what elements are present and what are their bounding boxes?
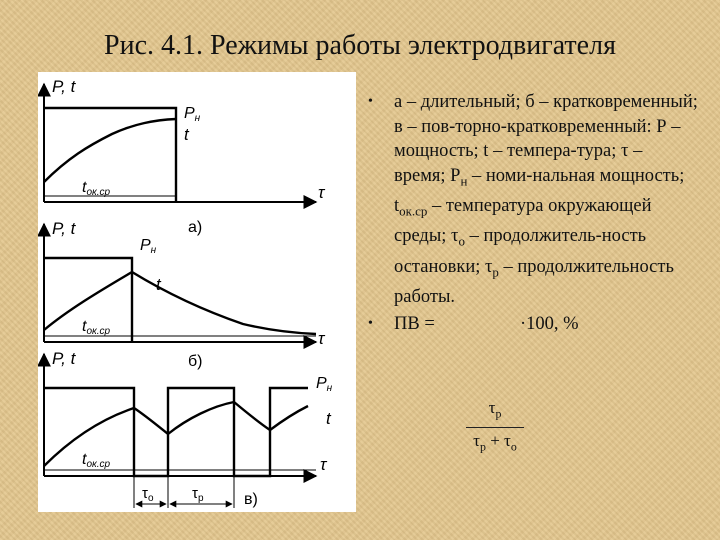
panel-b-label: б): [188, 353, 203, 370]
panel-b-y-axis-label: P, t: [52, 219, 76, 238]
fraction-denominator: $\tau_р + \tau_о$: [473, 431, 517, 454]
pv-suffix: ·100, %: [520, 313, 579, 334]
fraction-bar: [466, 427, 524, 428]
panel-c-x-axis-label: τ: [320, 455, 327, 474]
panel-b-temp-label: t: [156, 275, 161, 294]
description-bullet: [368, 90, 698, 310]
panel-a-ambient-label: tок.ср: [82, 179, 111, 198]
operating-modes-figure: [38, 72, 356, 512]
tau-o-label: $\tau_о$: [142, 485, 154, 504]
panel-c-power-label: Pн: [316, 375, 333, 394]
bullet-dot: •: [368, 94, 373, 109]
pv-bullet: [368, 312, 698, 337]
panel-a-label: а): [188, 219, 203, 236]
panel-a-y-axis-label: P, t: [52, 77, 76, 96]
tau-p-label: $\tau_р$: [192, 485, 204, 504]
panel-a-power-label: Pн: [184, 105, 201, 124]
panel-a-temp-label: t: [184, 125, 189, 144]
bullet-dot: •: [368, 315, 373, 331]
panel-c-ambient-label: tок.ср: [82, 451, 111, 470]
operating-modes-diagram: [38, 72, 356, 512]
panel-b-power-label: Pн: [140, 237, 157, 256]
panel-c: [44, 349, 333, 508]
panel-a-temperature-curve: [44, 119, 176, 182]
panel-a: [44, 77, 326, 236]
slide-title: Рис. 4.1. Режимы работы электродвигателя: [104, 30, 616, 61]
panel-c-temp-label: t: [326, 409, 331, 428]
panel-b-x-axis-label: τ: [318, 329, 325, 348]
pv-prefix: ПВ =: [394, 313, 435, 334]
panel-b: [44, 219, 326, 370]
panel-c-label: в): [244, 491, 258, 508]
legend-text: [368, 90, 698, 336]
pv-fraction: [466, 398, 524, 457]
fraction-numerator: $\tau_р$: [488, 398, 502, 421]
description-text: а – длительный; б – кратковременный; в – пов-торно-кратковременный: Р – мощность; t – темпера-тура; τ – время; $Р_н$ – номи-нальная мощность; $t_{ок.ср}$ – температура окружающей среды; $\tau_о$ – продолжитель-ность остановки; $\tau_р$ – продолжительность работы.: [394, 92, 698, 307]
panel-a-x-axis-label: τ: [318, 183, 325, 202]
panel-b-ambient-label: tок.ср: [82, 318, 111, 337]
panel-c-y-axis-label: P, t: [52, 349, 76, 368]
